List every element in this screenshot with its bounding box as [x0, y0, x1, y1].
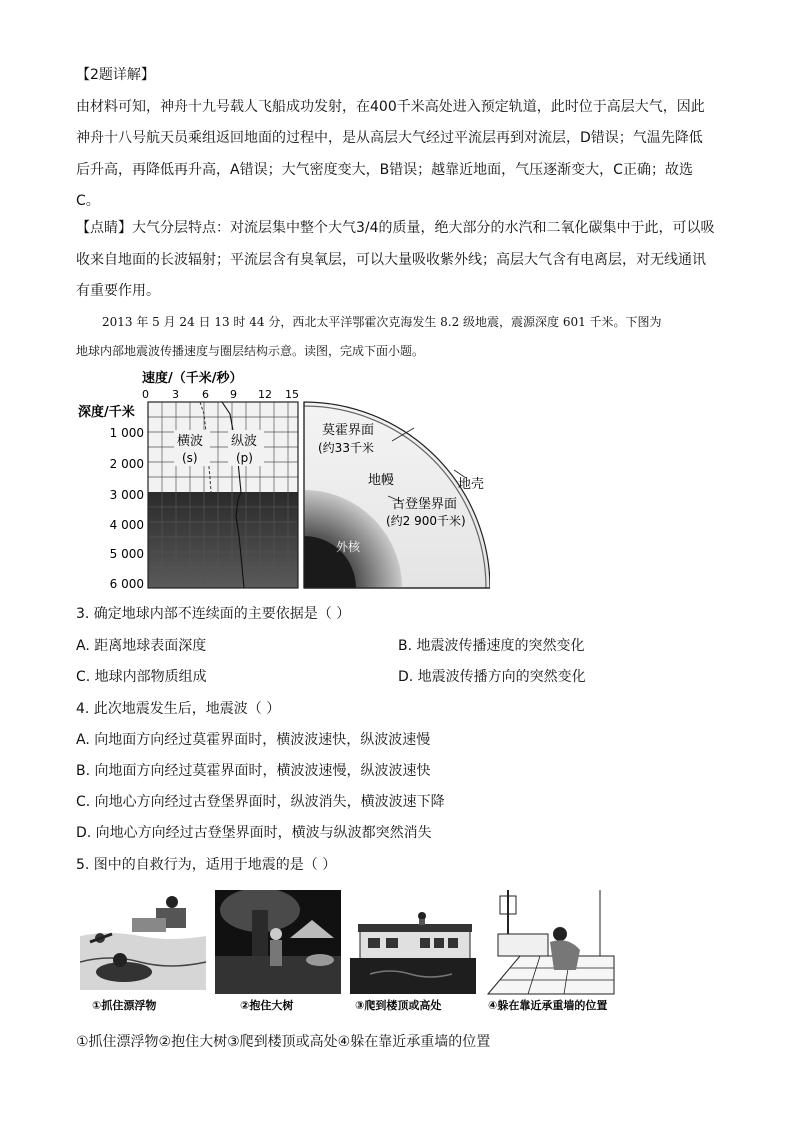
explain-line: 神舟十八号航天员乘组返回地面的过程中，是从高层大气经过平流层再到对流层，D错误；气温先降低: [76, 130, 703, 146]
gutenberg-depth-label: (约2 900千米): [386, 514, 466, 528]
note-line: 有重要作用。: [76, 283, 160, 299]
rescue-panel-2: [215, 890, 341, 994]
rescue-caption: ④躲在靠近承重墙的位置: [488, 999, 608, 1012]
speed-tick: 15: [285, 388, 299, 401]
depth-tick: 1 000: [109, 426, 144, 440]
intro-line: 2013 年 5 月 24 日 13 时 44 分，西北太平洋鄂霍次克海发生 8.2 级地震，震源深度 601 千米。下图为: [102, 315, 662, 329]
depth-tick: 6 000: [109, 577, 144, 591]
seismic-wave-figure: [78, 366, 490, 592]
depth-ticks: [110, 426, 144, 591]
earth-structure-quadrant: [304, 402, 490, 588]
note-line: 收来自地面的长波辐射；平流层含有臭氧层，可以大量吸收紫外线；高层大气含有电离层，对无线通讯: [76, 251, 706, 268]
question-5-answer-line: ①抓住漂浮物②抱住大树③爬到楼顶或高处④躲在靠近承重墙的位置: [76, 1034, 491, 1050]
depth-tick: 5 000: [109, 547, 144, 561]
depth-axis-label: 深度/千米: [78, 405, 135, 420]
q3-option-b[interactable]: B. 地震波传播速度的突然变化: [398, 638, 585, 654]
depth-tick: 4 000: [109, 518, 144, 532]
speed-ticks: [142, 388, 299, 401]
q4-option-d[interactable]: D. 向地心方向经过古登堡界面时，横波与纵波都突然消失: [76, 825, 432, 841]
moho-depth-label: (约33千米: [318, 441, 374, 455]
question-3-stem: 3. 确定地球内部不连续面的主要依据是（ ）: [76, 606, 351, 622]
q4-option-b[interactable]: B. 向地面方向经过莫霍界面时，横波波速慢，纵波波速快: [76, 763, 431, 779]
speed-depth-plot: [148, 402, 298, 588]
crust-label: 地壳: [458, 477, 485, 492]
rescue-panel-4: [488, 890, 614, 994]
question-4-stem: 4. 此次地震发生后，地震波（ ）: [76, 701, 281, 717]
q3-option-d[interactable]: D. 地震波传播方向的突然变化: [398, 669, 586, 685]
speed-tick: 9: [230, 388, 237, 401]
speed-tick: 6: [202, 388, 209, 401]
rescue-panel-3: [350, 890, 476, 994]
rescue-caption: ③爬到楼顶或高处: [355, 999, 442, 1012]
q4-option-a[interactable]: A. 向地面方向经过莫霍界面时，横波波速快，纵波波速慢: [76, 732, 431, 748]
explain-line: 由材料可知，神舟十九号载人飞船成功发射，在400千米高处进入预定轨道，此时位于高层大气，因此: [76, 98, 705, 115]
rescue-panel-1: [80, 890, 206, 994]
note-line: 【点睛】大气分层特点：对流层集中整个大气3/4的质量，绝大部分的水汽和二氧化碳集中于此，可以吸: [76, 220, 715, 236]
s-wave-symbol: (s): [182, 451, 198, 465]
rescue-caption: ①抓住漂浮物: [92, 999, 157, 1012]
depth-tick: 3 000: [109, 488, 144, 502]
speed-tick: 3: [172, 388, 179, 401]
question-intro: [76, 308, 724, 366]
p-wave-label: 纵波: [231, 434, 258, 449]
rescue-caption: ②抱住大树: [240, 999, 294, 1012]
depth-tick: 2 000: [109, 457, 144, 471]
q3-option-c[interactable]: C. 地球内部物质组成: [76, 669, 207, 685]
question-5-stem: 5. 图中的自救行为，适用于地震的是（ ）: [76, 857, 337, 873]
explain-heading: 【2题详解】: [76, 67, 155, 83]
explain-paragraph: [76, 60, 724, 218]
moho-label: 莫霍界面: [322, 423, 375, 438]
gutenberg-label: 古登堡界面: [392, 497, 458, 512]
note-paragraph: [76, 213, 724, 308]
self-rescue-figure: [80, 890, 620, 1018]
speed-axis-label: 速度/（千米/秒）: [142, 371, 243, 386]
explain-line: 后升高，再降低再升高，A错误；大气密度变大，B错误；越靠近地面，气压逐渐变大，C正确；故选: [76, 161, 693, 178]
q3-option-a[interactable]: A. 距离地球表面深度: [76, 638, 207, 654]
q4-option-c[interactable]: C. 向地心方向经过古登堡界面时，纵波消失，横波波速下降: [76, 794, 445, 810]
intro-line: 地球内部地震波传播速度与圈层结构示意。读图，完成下面小题。: [76, 344, 425, 358]
p-wave-symbol: (p): [236, 451, 253, 465]
speed-tick: 0: [142, 388, 149, 401]
s-wave-label: 横波: [177, 434, 204, 449]
explain-line: C。: [76, 193, 100, 209]
outer-core-label: 外核: [336, 540, 361, 554]
speed-tick: 12: [258, 388, 272, 401]
mantle-label: 地幔: [368, 473, 395, 488]
